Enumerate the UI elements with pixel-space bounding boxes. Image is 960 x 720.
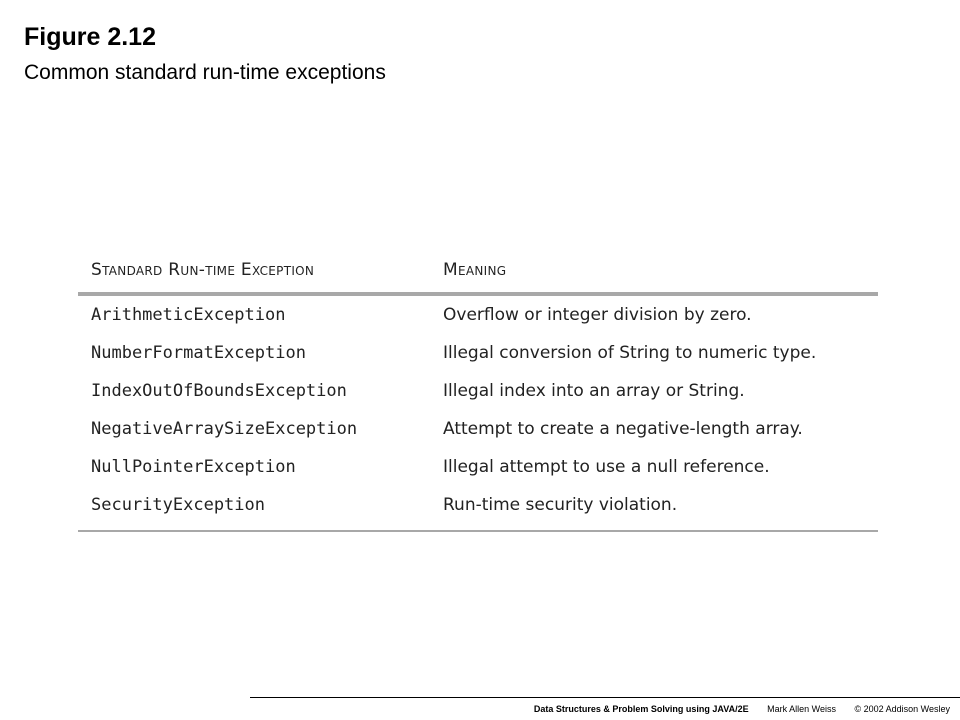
exception-meaning: Run-time security violation.	[443, 495, 678, 515]
exception-name: NegativeArraySizeException	[91, 419, 358, 439]
exception-meaning: Illegal index into an array or String.	[443, 381, 745, 401]
footer-divider	[250, 697, 960, 698]
figure-title: Figure 2.12	[24, 23, 156, 51]
header-meaning: Meaning	[443, 260, 507, 280]
exception-name: NullPointerException	[91, 457, 296, 477]
footer-book-title: Data Structures & Problem Solving using JAVA/2E	[533, 704, 749, 714]
table-row	[78, 372, 878, 410]
exceptions-table	[78, 248, 878, 532]
footer-copyright: © 2002 Addison Wesley	[854, 704, 950, 714]
table-row	[78, 448, 878, 486]
exception-name: IndexOutOfBoundsException	[91, 381, 347, 401]
table-row	[78, 296, 878, 334]
table-bottom-rule	[78, 530, 878, 532]
exception-meaning: Illegal conversion of String to numeric type.	[443, 343, 817, 363]
footer-author: Mark Allen Weiss	[767, 704, 836, 714]
exception-meaning: Overflow or integer division by zero.	[443, 305, 752, 325]
exception-meaning: Illegal attempt to use a null reference.	[443, 457, 770, 477]
exception-meaning: Attempt to create a negative-length array.	[443, 419, 803, 439]
page-footer	[534, 703, 950, 715]
exception-name: ArithmeticException	[91, 305, 286, 325]
table-row	[78, 486, 878, 524]
table-header	[78, 248, 878, 296]
header-exception: Standard Run-time Exception	[91, 260, 315, 280]
exception-name: SecurityException	[91, 495, 265, 515]
exception-name: NumberFormatException	[91, 343, 306, 363]
figure-subtitle: Common standard run-time exceptions	[24, 61, 386, 84]
table-row	[78, 410, 878, 448]
table-row	[78, 334, 878, 372]
